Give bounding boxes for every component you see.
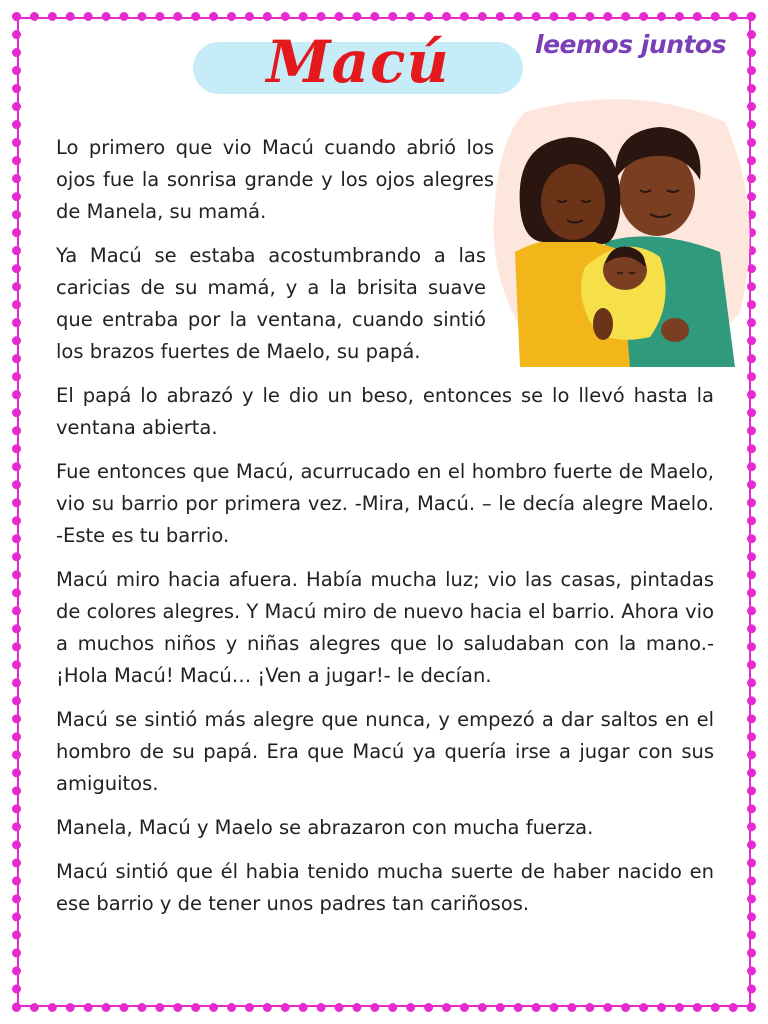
paragraph: El papá lo abrazó y le dio un beso, entonces se lo llevó hasta la ventana abierta.	[56, 384, 714, 439]
paragraph: Lo primero que vio Macú cuando abrió los ojos fue la sonrisa grande y los ojos alegres de Manela, su mamá.	[56, 136, 494, 223]
paragraph: Manela, Macú y Maelo se abrazaron con mucha fuerza.	[56, 816, 594, 839]
paragraph: Ya Macú se estaba acostumbrando a las caricias de su mamá, y a la brisita suave que entraba por la ventana, cuando sintió los brazos fuertes de Maelo, su papá.	[56, 244, 486, 363]
paragraph: Fue entonces que Macú, acurrucado en el hombro fuerte de Maelo, vio su barrio por primera vez. -Mira, Macú. – le decía alegre Maelo. -Este es tu barrio.	[56, 460, 714, 547]
story-text	[56, 132, 714, 932]
story-title: Macú	[266, 28, 450, 96]
paragraph: Macú sintió que él habia tenido mucha suerte de haber nacido en ese barrio y de tener unos padres tan cariñosos.	[56, 860, 714, 915]
brand-label: leemos juntos	[535, 30, 726, 59]
paragraph: Macú se sintió más alegre que nunca, y empezó a dar saltos en el hombro de su papá. Era que Macú ya quería irse a jugar con sus amiguitos.	[56, 708, 714, 795]
paragraph: Macú miro hacia afuera. Había mucha luz; vio las casas, pintadas de colores alegres. Y Macú miro de nuevo hacia el barrio. Ahora vio a muchos niños y niñas alegres que lo saludaban con la mano.-¡Hola Macú! Macú… ¡Ven a jugar!- le decían.	[56, 568, 714, 687]
